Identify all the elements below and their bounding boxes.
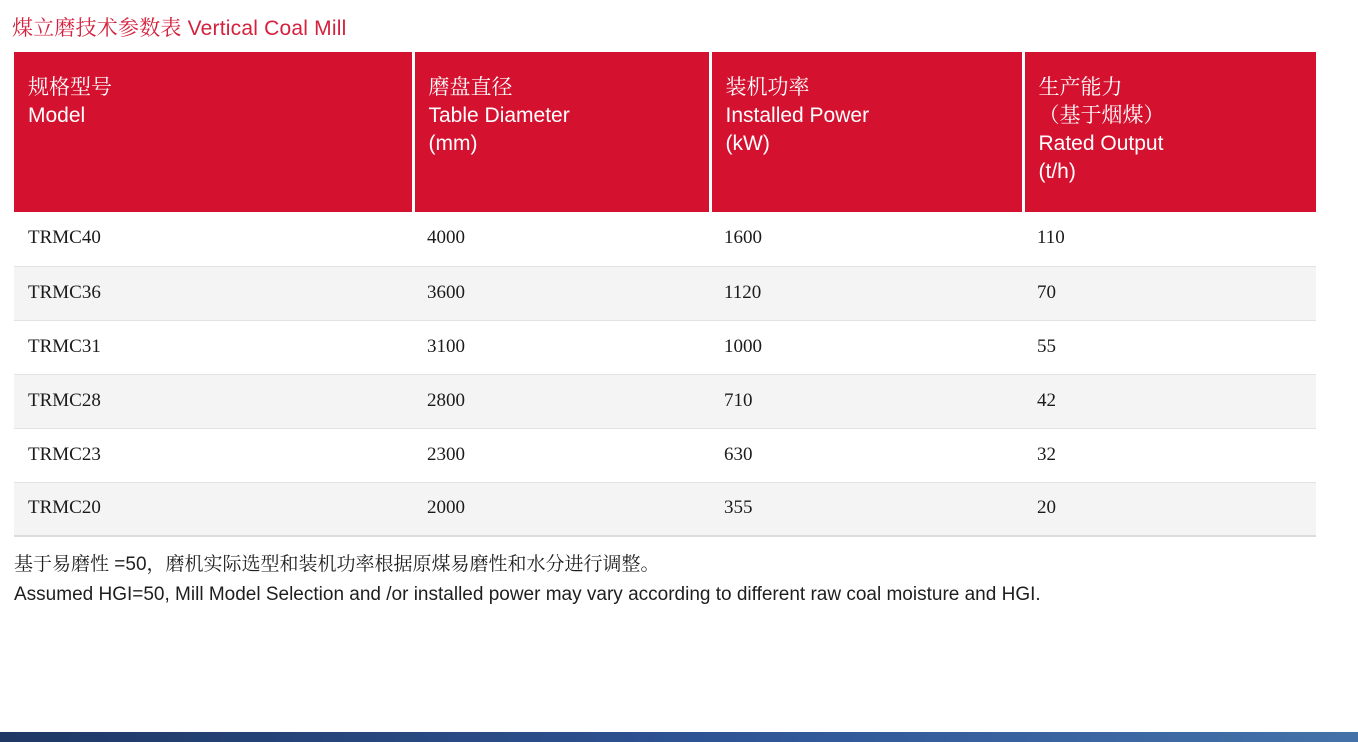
cell-rated-output: 20 — [1023, 482, 1316, 536]
header-line: Rated Output — [1038, 131, 1164, 155]
footer-bar — [0, 732, 1358, 742]
table-row — [14, 482, 1316, 536]
table-row — [14, 266, 1316, 320]
table-row — [14, 428, 1316, 482]
cell-rated-output: 42 — [1023, 374, 1316, 428]
cell-installed-power: 1600 — [710, 212, 1023, 266]
cell-model: TRMC31 — [14, 320, 413, 374]
header-line: 磨盘直径 — [428, 76, 513, 99]
cell-model: TRMC36 — [14, 266, 413, 320]
cell-installed-power: 1000 — [710, 320, 1023, 374]
column-header-rated-output — [1023, 52, 1316, 212]
header-line: 规格型号 — [28, 76, 112, 99]
cell-model: TRMC40 — [14, 212, 413, 266]
header-line: （基于烟煤） — [1038, 103, 1165, 127]
note-english: Assumed HGI=50, Mill Model Selection and /or installed power may vary according to different raw coal moisture and HGI. — [14, 583, 1041, 605]
cell-table-diameter: 4000 — [413, 212, 710, 266]
cell-rated-output: 70 — [1023, 266, 1316, 320]
column-header-installed-power — [710, 52, 1023, 212]
table-notes — [14, 551, 1344, 608]
cell-model: TRMC23 — [14, 428, 413, 482]
cell-installed-power: 710 — [710, 374, 1023, 428]
header-line: (kW) — [725, 131, 770, 155]
cell-installed-power: 630 — [710, 428, 1023, 482]
cell-model: TRMC20 — [14, 482, 413, 536]
table-row — [14, 374, 1316, 428]
table-body — [14, 212, 1316, 536]
spec-table — [14, 52, 1316, 537]
cell-installed-power: 355 — [710, 482, 1023, 536]
header-line: Model — [28, 103, 86, 127]
cell-table-diameter: 2300 — [413, 428, 710, 482]
cell-table-diameter: 3600 — [413, 266, 710, 320]
cell-rated-output: 32 — [1023, 428, 1316, 482]
table-header-row — [14, 52, 1316, 212]
table-header — [14, 52, 1316, 212]
header-line: 生产能力 — [1038, 76, 1123, 99]
page-title: 煤立磨技术参数表 Vertical Coal Mill — [12, 17, 347, 40]
cell-rated-output: 110 — [1023, 212, 1316, 266]
cell-table-diameter: 2800 — [413, 374, 710, 428]
column-header-model — [14, 52, 413, 212]
cell-table-diameter: 2000 — [413, 482, 710, 536]
column-header-table-diameter — [413, 52, 710, 212]
cell-model: TRMC28 — [14, 374, 413, 428]
table-row — [14, 320, 1316, 374]
header-line: (t/h) — [1038, 159, 1076, 183]
header-line: Table Diameter — [428, 103, 570, 127]
header-line: 装机功率 — [725, 76, 810, 99]
header-line: Installed Power — [725, 103, 870, 127]
header-line: (mm) — [428, 131, 478, 155]
cell-rated-output: 55 — [1023, 320, 1316, 374]
cell-table-diameter: 3100 — [413, 320, 710, 374]
cell-installed-power: 1120 — [710, 266, 1023, 320]
note-chinese: 基于易磨性 =50，磨机实际选型和装机功率根据原煤易磨性和水分进行调整。 — [14, 554, 660, 575]
table-row — [14, 212, 1316, 266]
